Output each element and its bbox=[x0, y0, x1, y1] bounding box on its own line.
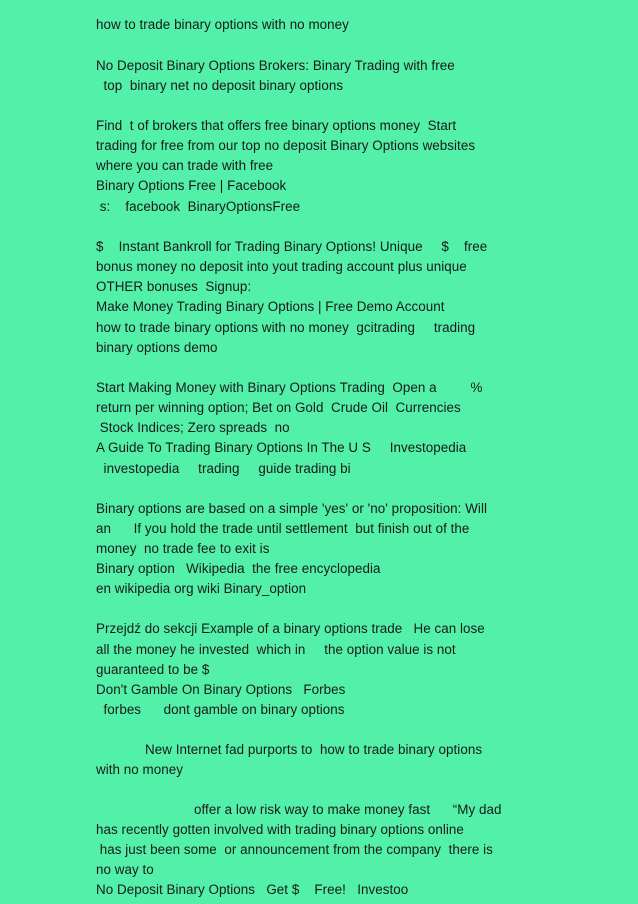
text-line: New Internet fad purports to how to trade binary options bbox=[96, 742, 483, 757]
text-line: Find t of brokers that offers free binary options money Start bbox=[96, 118, 457, 133]
text-line: how to trade binary options with no money gcitrading trading bbox=[96, 320, 476, 335]
text-line: with no money bbox=[96, 762, 183, 777]
text-line: return per winning option; Bet on Gold Crude Oil Currencies bbox=[96, 400, 461, 415]
text-line: bonus money no deposit into yout trading account plus unique bbox=[96, 259, 467, 274]
text-line: A Guide To Trading Binary Options In The U S Investopedia bbox=[96, 440, 467, 455]
text-line: how to trade binary options with no money bbox=[96, 17, 349, 32]
text-line: trading for free from our top no deposit Binary Options websites bbox=[96, 138, 476, 153]
text-line: $ Instant Bankroll for Trading Binary Options! Unique $ free bbox=[96, 239, 488, 254]
text-line: where you can trade with free bbox=[96, 158, 274, 173]
text-line: Stock Indices; Zero spreads no bbox=[96, 420, 290, 435]
text-line: Make Money Trading Binary Options | Free Demo Account bbox=[96, 299, 445, 314]
text-line: Start Making Money with Binary Options Trading Open a % bbox=[96, 380, 483, 395]
text-line: binary options demo bbox=[96, 340, 218, 355]
text-line: forbes dont gamble on binary options bbox=[96, 702, 345, 717]
text-line: money no trade fee to exit is bbox=[96, 541, 270, 556]
text-line: top binary net no deposit binary options bbox=[96, 78, 344, 93]
text-line: Binary Options Free | Facebook bbox=[96, 178, 287, 193]
text-line: Binary option Wikipedia the free encyclopedia bbox=[96, 561, 381, 576]
text-line: Binary options are based on a simple 'yes' or 'no' proposition: Will bbox=[96, 501, 487, 516]
text-line: en wikipedia org wiki Binary_option bbox=[96, 581, 307, 596]
text-line: No Deposit Binary Options Get $ Free! Investoo bbox=[96, 882, 409, 897]
text-line: has recently gotten involved with trading binary options online bbox=[96, 822, 464, 837]
text-line: all the money he invested which in the option value is not bbox=[96, 642, 456, 657]
text-line: s: facebook BinaryOptionsFree bbox=[96, 199, 301, 214]
text-line: guaranteed to be $ bbox=[96, 662, 210, 677]
text-line: investopedia trading guide trading bi bbox=[96, 461, 351, 476]
text-line: an If you hold the trade until settlement but finish out of the bbox=[96, 521, 470, 536]
text-line: offer a low risk way to make money fast “My dad bbox=[96, 802, 502, 817]
text-line: Don't Gamble On Binary Options Forbes bbox=[96, 682, 346, 697]
text-line: OTHER bonuses Signup: bbox=[96, 279, 252, 294]
text-line: No Deposit Binary Options Brokers: Binary Trading with free bbox=[96, 58, 455, 73]
text-line: has just been some or announcement from the company there is bbox=[96, 842, 493, 857]
text-line: Przejdź do sekcji Example of a binary options trade He can lose bbox=[96, 621, 485, 636]
text-line: no way to bbox=[96, 862, 154, 877]
